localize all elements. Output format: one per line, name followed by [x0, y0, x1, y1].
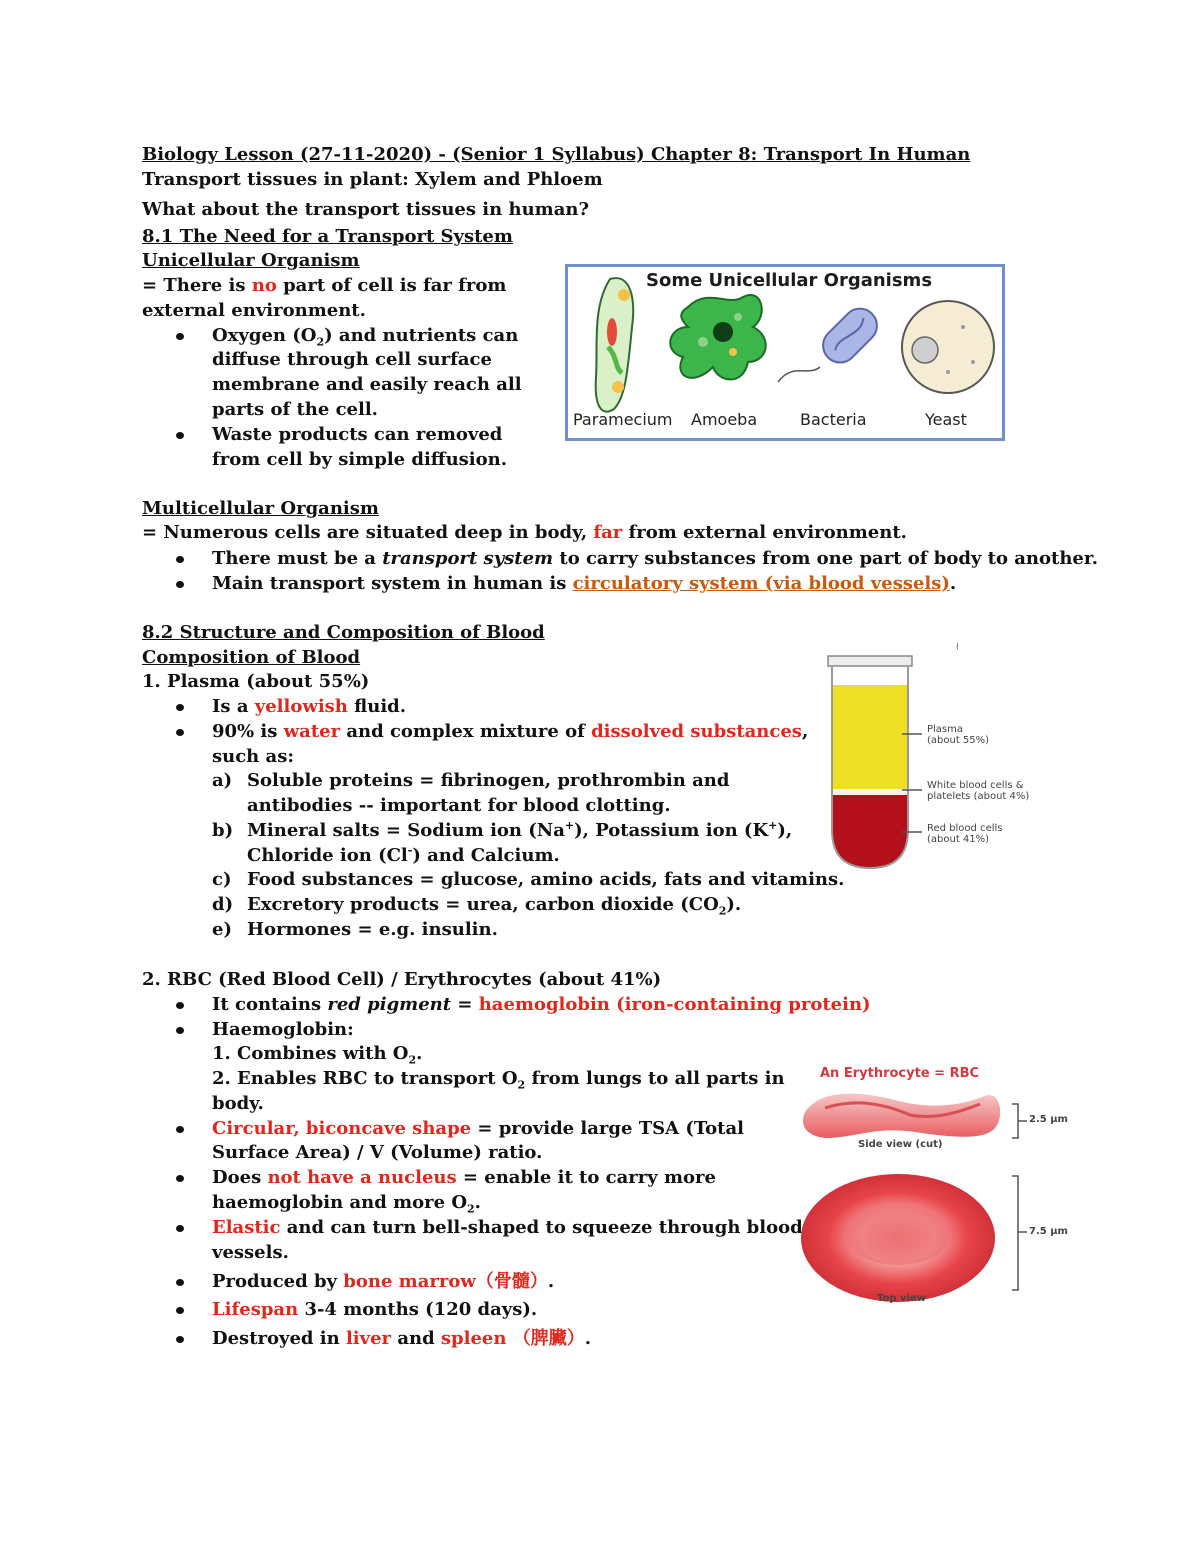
paramecium-image [596, 278, 633, 412]
rbc-bullet-haemoglobin-l2: 1. Combines with $O_2$. [212, 1043, 423, 1067]
lesson-title: Biology Lesson (27-11-2020) - (Senior 1 Syllabus) Chapter 8: Transport In Human [142, 144, 971, 165]
rbc-title: 2. RBC (Red Blood Cell) / Erythrocytes (about 41%) [142, 969, 662, 990]
top-view-label: Top view [877, 1293, 926, 1304]
label-paramecium: Paramecium [573, 410, 673, 429]
plasma-bullet-water: 90% is water and complex mixture of dissolved substances, [212, 721, 809, 742]
list-item-e-mark: e) [212, 919, 232, 940]
erythrocyte-figure [795, 1060, 1100, 1310]
unicellular-bullet-oxygen-l3: membrane and easily reach all [212, 374, 522, 395]
amoeba-image [670, 295, 765, 380]
rbc-bullet-nucleus: Does not have a nucleus = enable it to carry more [212, 1167, 716, 1188]
tube-label-plasma: Plasma (about 55%) [927, 724, 990, 746]
multicellular-bullet-circulatory: Main transport system in human is circulatory system (via blood vessels). [212, 573, 957, 594]
tube-label-wbc: White blood cells & platelets (about 4%) [927, 780, 1030, 802]
side-view-dimension: 2.5 μm [1029, 1114, 1068, 1125]
rbc-bullet-elastic: Elastic and can turn bell-shaped to squeeze through blood [212, 1217, 803, 1238]
label-yeast: Yeast [925, 410, 967, 429]
rbc-bullet-lifespan: Lifespan 3-4 months (120 days). [212, 1299, 538, 1320]
rbc-bullet-haemoglobin-l3: 2. Enables RBC to transport $O_2$ from lungs to all parts in [212, 1068, 785, 1092]
unicellular-heading: Unicellular Organism [142, 250, 360, 271]
rbc-bullet-elastic-l2: vessels. [212, 1242, 289, 1263]
unicellular-bullet-oxygen-l2: diffuse through cell surface [212, 349, 492, 370]
section-8-1-heading: 8.1 The Need for a Transport System [142, 226, 513, 247]
yeast-image [902, 301, 994, 393]
plant-tissues-line: Transport tissues in plant: Xylem and Phloem [142, 169, 603, 190]
unicellular-bullet-waste: Waste products can removed [212, 424, 503, 445]
human-tissues-question: What about the transport tissues in human? [142, 199, 589, 220]
label-amoeba: Amoeba [691, 410, 758, 429]
list-item-a-mark: a) [212, 770, 233, 791]
unicellular-definition-line2: external environment. [142, 300, 366, 321]
multicellular-definition: = Numerous cells are situated deep in body, far from external environment. [142, 522, 907, 543]
unicellular-bullet-oxygen: Oxygen $(O_2)$ and nutrients can [212, 325, 519, 349]
side-view-label: Side view (cut) [858, 1139, 943, 1150]
list-item-e: Hormones = e.g. insulin. [247, 919, 498, 940]
circulatory-system-link[interactable]: circulatory system (via blood vessels) [572, 573, 950, 594]
tube-label-rbc: Red blood cells (about 41%) [927, 823, 1003, 845]
plasma-title: 1. Plasma (about 55%) [142, 671, 370, 692]
label-bacteria: Bacteria [800, 410, 867, 429]
list-item-b-l2: Chloride ion (Cl-) and Calcium. [247, 844, 560, 866]
rbc-bullet-shape-l2: Surface Area) / V (Volume) ratio. [212, 1142, 543, 1163]
bacteria-image [778, 302, 884, 382]
composition-heading: Composition of Blood [142, 647, 361, 668]
rbc-bullet-nucleus-l2: haemoglobin and more $O_2$. [212, 1192, 481, 1216]
unicellular-organisms-figure [565, 264, 1005, 441]
section-8-2-heading: 8.2 Structure and Composition of Blood [142, 622, 545, 643]
list-item-a: Soluble proteins = fibrinogen, prothrombin and [247, 770, 730, 791]
rbc-bullet-haemoglobin: Haemoglobin: [212, 1019, 354, 1040]
erythrocyte-figure-title: An Erythrocyte = RBC [820, 1066, 980, 1081]
plasma-bullet-yellowish: Is a yellowish fluid. [212, 696, 407, 717]
unicellular-definition-line1: = There is no part of cell is far from [142, 275, 507, 296]
tube-corner-mark: ł [956, 642, 959, 653]
unicellular-figure-title: Some Unicellular Organisms [646, 270, 933, 291]
top-view-dimension: 7.5 μm [1029, 1226, 1068, 1237]
multicellular-heading: Multicellular Organism [142, 498, 379, 519]
unicellular-bullet-oxygen-l4: parts of the cell. [212, 399, 378, 420]
plasma-bullet-water-l2: such as: [212, 746, 294, 767]
list-item-c: Food substances = glucose, amino acids, fats and vitamins. [247, 869, 845, 890]
list-item-d-mark: d) [212, 894, 234, 915]
list-item-c-mark: c) [212, 869, 232, 890]
list-item-a-l2: antibodies -- important for blood clotting. [247, 795, 671, 816]
multicellular-bullet-transport: There must be a transport system to carry substances from one part of body to another. [212, 548, 1098, 569]
erythrocyte-drawing [795, 1060, 1100, 1310]
list-item-d: Excretory products = urea, carbon dioxide $(CO_2)$. [247, 894, 742, 918]
blood-composition-figure [820, 640, 1080, 880]
rbc-bullet-destroyed: Destroyed in liver and spleen （脾臟）. [212, 1328, 592, 1349]
rbc-bullet-pigment: It contains red pigment = haemoglobin (iron-containing protein) [212, 994, 871, 1015]
list-item-b-mark: b) [212, 820, 234, 841]
unicellular-bullet-waste-l2: from cell by simple diffusion. [212, 449, 507, 470]
rbc-bullet-marrow: Produced by bone marrow（骨髓）. [212, 1271, 555, 1292]
rbc-bullet-shape: Circular, biconcave shape = provide large TSA (Total [212, 1118, 744, 1139]
rbc-bullet-haemoglobin-l4: body. [212, 1093, 264, 1114]
list-item-b: Mineral salts = Sodium ion (Na+), Potassium ion (K+), [247, 819, 793, 841]
